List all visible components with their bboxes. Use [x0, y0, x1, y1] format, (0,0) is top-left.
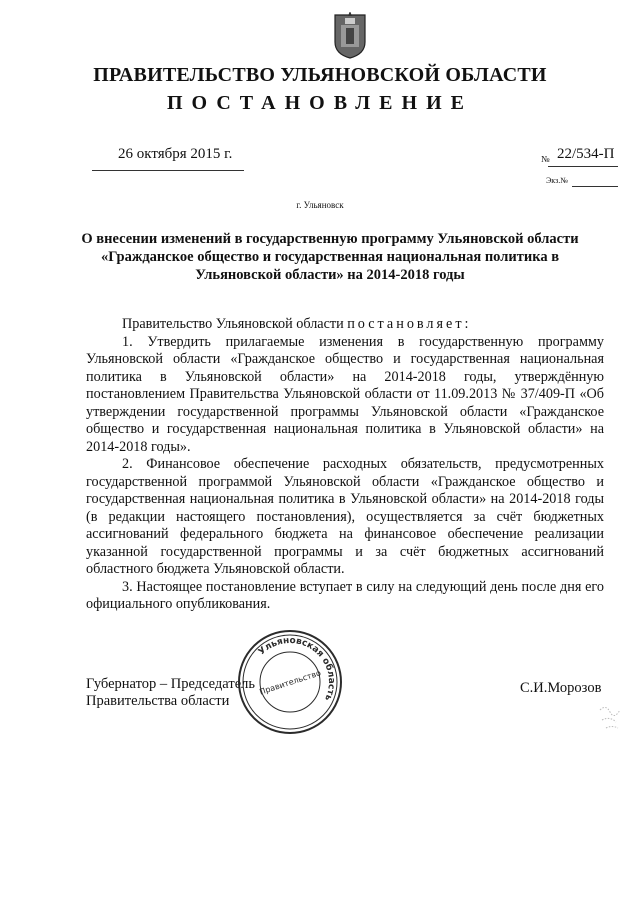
- document-title: О внесении изменений в государственную программу Ульяновской области «Гражданское общество и государственная национальная политика в Ульяновской области» на 2014-2018 годы: [81, 231, 579, 283]
- intro-verb: постановляет:: [347, 316, 472, 332]
- city: г. Ульяновск: [296, 200, 344, 210]
- number-underline: [548, 166, 618, 167]
- signer-name: С.И.Морозов: [520, 680, 602, 696]
- coat-of-arms-emblem: [333, 12, 367, 60]
- copy-number-label: Экз.№: [546, 176, 568, 185]
- seal-ring-text: Ульяновская область: [256, 635, 337, 703]
- paragraph-3: 3. Настоящее постановление вступает в силу на следующий день после дня его официального опубликования.: [86, 578, 604, 612]
- paragraph-2: 2. Финансовое обеспечение расходных обязательств, предусмотренных государственной программой Ульяновской области «Гражданское общество и государственная национальная политика в Ульяновской области» на 2014-2018 годы (в редакции настоящего постановления), осуществляется за счёт бюджетных ассигнований федерального бюджета на финансовое обеспечение реализации указанной государственной программы и за счёт бюджетных ассигнований областного бюджета Ульяновской области.: [86, 456, 604, 577]
- seal-center-text: Правительство: [258, 668, 322, 697]
- official-seal-stamp: [236, 628, 344, 736]
- paragraph-1: 1. Утвердить прилагаемые изменения в государственную программу Ульяновской области «Гражданское общество и государственная национальная политика в Ульяновской области» на 2014-2018 годы, утверждённую постановлением Правительства Ульяновской области от 11.09.2013 № 37/409-П «Об утверждении государственной программы Ульяновской области «Гражданское общество и государственная национальная политика в Ульяновской области» на 2014-2018 годы».: [86, 333, 604, 455]
- document-body: [86, 316, 604, 614]
- signature-mark: [596, 700, 630, 734]
- intro-paragraph: [86, 316, 604, 334]
- intro-subject: Правительство Ульяновской области: [122, 316, 344, 332]
- document-type: ПОСТАНОВЛЕНИЕ: [167, 92, 473, 114]
- document-number: 22/534-П: [557, 146, 615, 162]
- copy-underline: [572, 186, 618, 187]
- document-date: 26 октября 2015 г.: [118, 146, 233, 162]
- signer-position-line-1: Губернатор – Председатель: [86, 676, 255, 692]
- number-label: №: [541, 154, 550, 164]
- signer-position-line-2: Правительства области: [86, 693, 230, 709]
- government-name: ПРАВИТЕЛЬСТВО УЛЬЯНОВСКОЙ ОБЛАСТИ: [93, 64, 547, 86]
- date-underline: [92, 170, 244, 171]
